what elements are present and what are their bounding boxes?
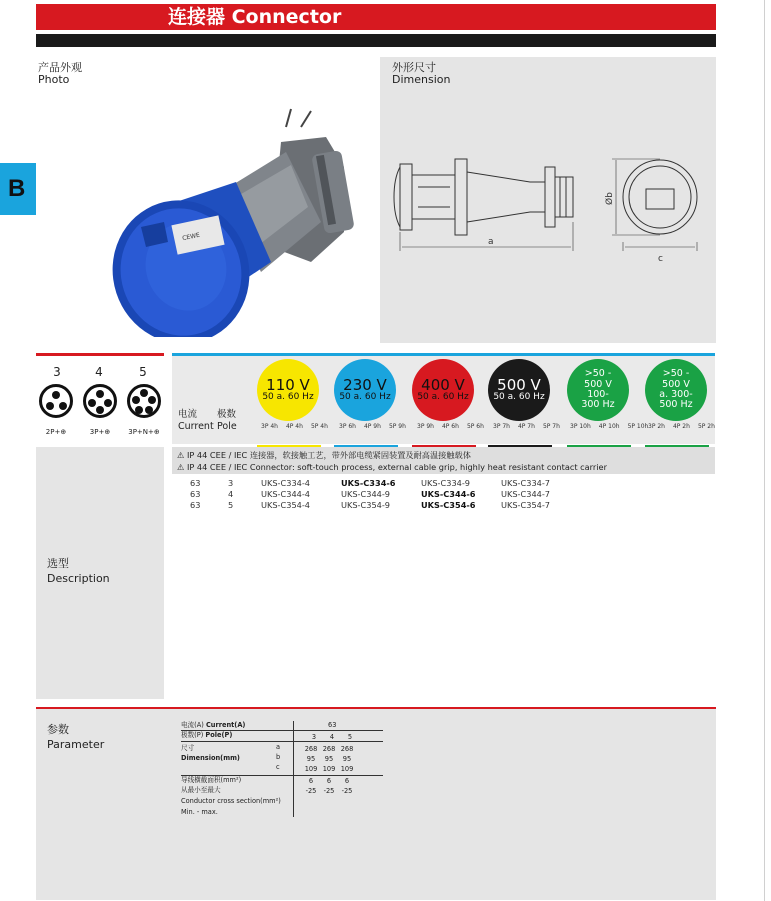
description-line-cn: ⚠ IP 44 CEE / IEC 连接器，软接触工艺，带外部电缆紧固装置及耐高温接触载体: [177, 450, 471, 460]
current-header: [178, 409, 214, 433]
page-title: 连接器 Connector: [36, 4, 716, 30]
voltage-110v-badge: [257, 359, 319, 421]
pin-hours-100-300hz: 3P 10h 4P 10h 5P 10h: [570, 423, 649, 430]
title-underbar: [36, 34, 716, 47]
pin-hours-500v: 3P 7h 4P 7h 5P 7h: [493, 423, 560, 430]
param-dim-key: b: [276, 753, 281, 761]
param-dim-value: 268: [340, 745, 354, 753]
row-pole: 4: [228, 489, 234, 499]
param-vrule: [293, 721, 294, 817]
parameter-label-cn: 参数: [47, 723, 69, 736]
pole-header-en: Pole: [217, 420, 237, 432]
part-number[interactable]: UKS-C354-7: [501, 500, 551, 510]
voltage-500v-badge: [488, 359, 550, 421]
param-cross-max: -25: [341, 787, 353, 795]
part-number[interactable]: UKS-C344-4: [261, 489, 311, 499]
param-pole: 4: [329, 733, 335, 741]
param-dim-value: 109: [322, 765, 336, 773]
param-cross-min: 6: [326, 777, 332, 785]
description-header: [172, 447, 715, 474]
parameter-label-en: Parameter: [47, 738, 105, 751]
param-dimension-cn: 尺寸: [181, 744, 195, 752]
param-current-label: 电流(A) Current(A): [181, 721, 246, 729]
dimension-panel: [380, 57, 716, 343]
row-pole: 3: [228, 478, 234, 488]
param-cross-min: 6: [344, 777, 350, 785]
pole-number: 5: [139, 365, 147, 379]
pole-configurations: [36, 353, 164, 441]
pole-5-diagram: [127, 384, 161, 418]
param-cross-en1: Conductor cross section(mm²): [181, 797, 281, 805]
voltage-frequency: 50 a. 60 Hz: [417, 392, 469, 402]
description-label-cn: 选型: [47, 557, 69, 570]
photo-label-cn: 产品外观: [38, 61, 82, 74]
voltage-230v-badge: [334, 359, 396, 421]
param-pole-label: 极数(P) Pole(P): [181, 731, 233, 739]
param-dim-key: a: [276, 743, 281, 751]
part-number[interactable]: UKS-C344-9: [341, 489, 391, 499]
voltage-frequency: 50 a. 60 Hz: [493, 392, 545, 402]
part-number[interactable]: UKS-C344-6: [421, 489, 476, 499]
part-number[interactable]: UKS-C354-4: [261, 500, 311, 510]
param-dim-value: 268: [304, 745, 318, 753]
part-number[interactable]: UKS-C334-4: [261, 478, 311, 488]
voltage-value: 400 V: [421, 376, 465, 394]
pole-header-cn: 极数: [217, 409, 237, 420]
pin-hours-230v: 3P 6h 4P 9h 5P 9h: [339, 423, 406, 430]
voltage-value: 230 V: [343, 376, 387, 394]
voltage-100-300hz-badge: [567, 359, 629, 421]
page-edge: [764, 0, 765, 901]
part-number[interactable]: UKS-C354-9: [341, 500, 391, 510]
voltage-400v-badge: [412, 359, 474, 421]
dim-c-label: c: [658, 254, 663, 264]
pin-hours-300-500hz: 3P 2h 4P 2h 5P 2h: [648, 423, 715, 430]
param-dim-value: 109: [340, 765, 354, 773]
param-dim-value: 95: [342, 755, 352, 763]
photo-label-en: Photo: [38, 73, 70, 86]
voltage-line: 500 V: [584, 378, 612, 390]
row-current: 63: [190, 500, 201, 510]
voltage-300-500hz-badge: [645, 359, 707, 421]
pin-hours-110v: 3P 4h 4P 4h 5P 4h: [261, 423, 328, 430]
param-dim-value: 268: [322, 745, 336, 753]
param-pole: 5: [347, 733, 353, 741]
dim-a-label: a: [488, 237, 494, 247]
section-tab[interactable]: B: [0, 163, 36, 215]
warning-icon: ⚠: [177, 450, 187, 460]
dimension-label-en: Dimension: [392, 73, 451, 86]
param-cross-max: -25: [305, 787, 317, 795]
param-current-value: 63: [328, 721, 337, 729]
row-current: 63: [190, 478, 201, 488]
pole-4-diagram: [83, 384, 117, 418]
dim-b-label: Øb: [605, 192, 615, 205]
current-header-en: Current: [178, 420, 214, 432]
photo-brand-text: CEWE: [181, 231, 201, 243]
pole-label: 2P+⊕: [45, 428, 67, 436]
part-number[interactable]: UKS-C334-7: [501, 478, 551, 488]
description-label-panel: [36, 447, 164, 699]
param-cross-cn1: 导线横截面积(mm²): [181, 776, 242, 784]
param-dim-value: 109: [304, 765, 318, 773]
voltage-line: 100-: [587, 389, 609, 400]
current-header-cn: 电流: [178, 409, 198, 420]
row-current: 63: [190, 489, 201, 499]
parameter-panel: [36, 709, 716, 900]
voltage-line: >50 -: [584, 368, 612, 380]
pole-3-diagram: [39, 384, 73, 418]
param-cross-en2: Min. - max.: [181, 808, 218, 816]
pole-label: 3P+N+⊕: [128, 428, 160, 436]
photo-panel: [36, 57, 380, 343]
part-number[interactable]: UKS-C344-7: [501, 489, 551, 499]
pole-header: [217, 409, 237, 433]
voltage-frequency: 50 a. 60 Hz: [339, 392, 391, 402]
param-rule: [181, 741, 383, 742]
part-number[interactable]: UKS-C334-6: [341, 478, 396, 488]
param-dim-value: 95: [324, 755, 334, 763]
param-cross-min: 6: [308, 777, 314, 785]
param-cross-max: -25: [323, 787, 335, 795]
dimension-drawing: [380, 147, 716, 267]
voltage-value: 110 V: [266, 376, 310, 394]
voltage-line: >50 -: [662, 368, 690, 380]
connector-photo: [86, 97, 366, 337]
dimension-label-cn: 外形尺寸: [392, 61, 436, 74]
part-number[interactable]: UKS-C334-9: [421, 478, 471, 488]
param-pole: 3: [311, 733, 317, 741]
voltage-line: 300 Hz: [581, 399, 615, 411]
voltage-line: a. 300-: [659, 389, 693, 400]
pole-number: 3: [53, 365, 61, 379]
param-dim-key: c: [276, 763, 280, 771]
voltage-header: [172, 353, 715, 444]
voltage-value: 500 V: [497, 376, 541, 394]
description-line-en: ⚠ IP 44 CEE / IEC Connector: soft-touch process, external cable grip, highly heat resistant contact carrier: [177, 462, 607, 472]
param-cross-cn2: 从最小至最大: [181, 786, 221, 794]
param-dimension-en: Dimension(mm): [181, 754, 240, 762]
part-number[interactable]: UKS-C354-6: [421, 500, 476, 510]
pole-label: 3P+⊕: [89, 428, 111, 436]
warning-icon: ⚠: [177, 462, 187, 472]
param-dim-value: 95: [306, 755, 316, 763]
pole-number: 4: [95, 365, 103, 379]
row-pole: 5: [228, 500, 234, 510]
voltage-line: 500 V: [662, 378, 690, 390]
voltage-line: 500 Hz: [659, 399, 693, 411]
pin-hours-400v: 3P 9h 4P 6h 5P 6h: [417, 423, 484, 430]
voltage-frequency: 50 a. 60 Hz: [262, 392, 314, 402]
description-label-en: Description: [47, 572, 110, 585]
